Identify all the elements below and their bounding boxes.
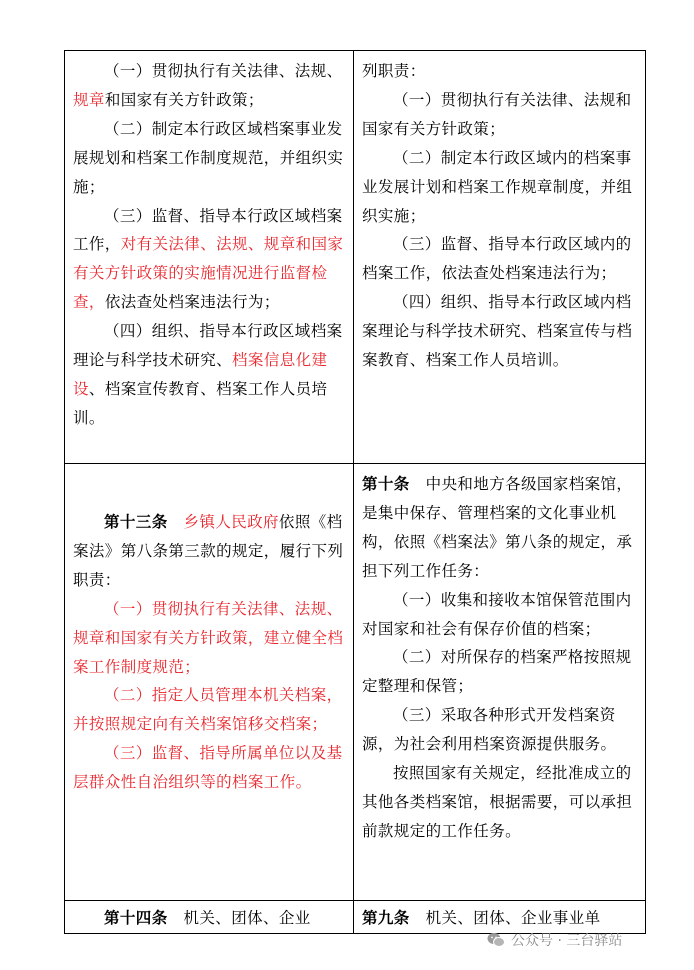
article-number: 第九条 [362,908,410,927]
text-run: （二）制定本行政区域档案事业发展规划和档案工作制度规范，并组织实施； [73,119,344,196]
paragraph [362,144,638,231]
text-run: 机关、团体、企业事业单 [409,909,601,927]
paragraph [73,202,346,318]
table-row [65,51,646,464]
right-cell [354,464,646,901]
text-run: 、档案宣传教育、档案工作人员培训。 [73,379,328,427]
text-run: （一）贯彻执行有关法律、法规、 [104,62,343,80]
text-run: 机关、团体、企业 [167,909,311,927]
paragraph [362,904,638,933]
right-cell [354,51,646,464]
paragraph [362,86,638,144]
text-run: （三）监督、指导本行政区域档案工作， [73,206,343,254]
paragraph [362,230,638,288]
text-run: （三）采取各种形式开发档案资源，为社会利用档案资源提供服务。 [362,706,617,754]
text-run: （一）收集和接收本馆保管范围内对国家和社会有保存价值的档案； [362,590,632,638]
text-run: 依法查处档案违法行为； [104,293,280,312]
highlighted-text: 乡镇人民政府 [183,513,279,531]
highlighted-text: （三）监督、指导所属单位以及基层群众性自治组织等的档案工作。 [73,744,343,792]
text-run: 和国家有关方针政策； [104,90,264,109]
document-page [64,50,643,934]
paragraph [362,701,638,759]
watermark [487,930,622,950]
article-number: 第十条 [362,474,410,493]
paragraph [73,681,346,739]
article-number: 第十四条 [104,908,168,927]
text-run: （一）贯彻执行有关法律、法规和国家有关方针政策； [362,90,632,138]
watermark-text: 公众号 · 三台驿站 [511,933,623,949]
text-run: （二）制定本行政区域内的档案事业发展计划和档案工作规章制度，并组织实施； [362,148,633,225]
highlighted-text: （二）指定人员管理本机关档案，并按照规定向有关档案馆移交档案； [73,686,343,734]
table-row [65,901,646,934]
paragraph [362,470,638,586]
highlighted-text: 对有关法律、法规、规章和国家有关方针政策的实施情况进行监督检查， [73,235,344,312]
paragraph [73,317,346,433]
paragraph [73,508,346,595]
left-cell [65,464,354,901]
text-run: （四）组织、指导本行政区域档案理论与科学技术研究、 [73,322,343,370]
text-run: 按照国家有关规定，经批准成立的其他各类档案馆，根据需要，可以承担前款规定的工作任务。 [362,764,633,840]
paragraph [73,115,346,202]
paragraph [362,759,638,846]
highlighted-text: 档案信息化建设 [73,351,328,398]
paragraph [362,57,638,86]
text-run: 列职责： [362,62,426,80]
text-run [168,513,184,531]
table-row [65,464,646,901]
paragraph [362,643,638,701]
text-run: 依照《档案法》第八条第三款的规定，履行下列职责： [73,513,344,589]
text-run: （二）对所保存的档案严格按照规定整理和保管； [362,648,632,696]
left-cell [65,51,354,464]
highlighted-text: （一）贯彻执行有关法律、法规、规章和国家有关方针政策，建立健全档案工作制度规范； [73,599,344,676]
paragraph [362,586,638,644]
right-cell [354,901,646,934]
highlighted-text: 规章 [73,90,105,109]
paragraph [73,904,346,933]
comparison-table [64,50,646,934]
paragraph [73,739,346,797]
text-run: （四）组织、指导本行政区域内档案理论与科学技术研究、档案宣传与档案教育、档案工作人员培训。 [362,293,633,370]
text-run: 中央和地方各级国家档案馆，是集中保存、管理档案的文化事业机构，依照《档案法》第八条的规定，承担下列工作任务： [362,475,633,580]
paragraph [362,288,638,375]
wechat-icon [487,932,505,948]
left-cell [65,901,354,934]
article-number: 第十三条 [104,512,168,531]
paragraph [73,595,346,682]
paragraph [73,57,346,115]
text-run: （三）监督、指导本行政区域内的档案工作，依法查处档案违法行为； [362,235,632,283]
